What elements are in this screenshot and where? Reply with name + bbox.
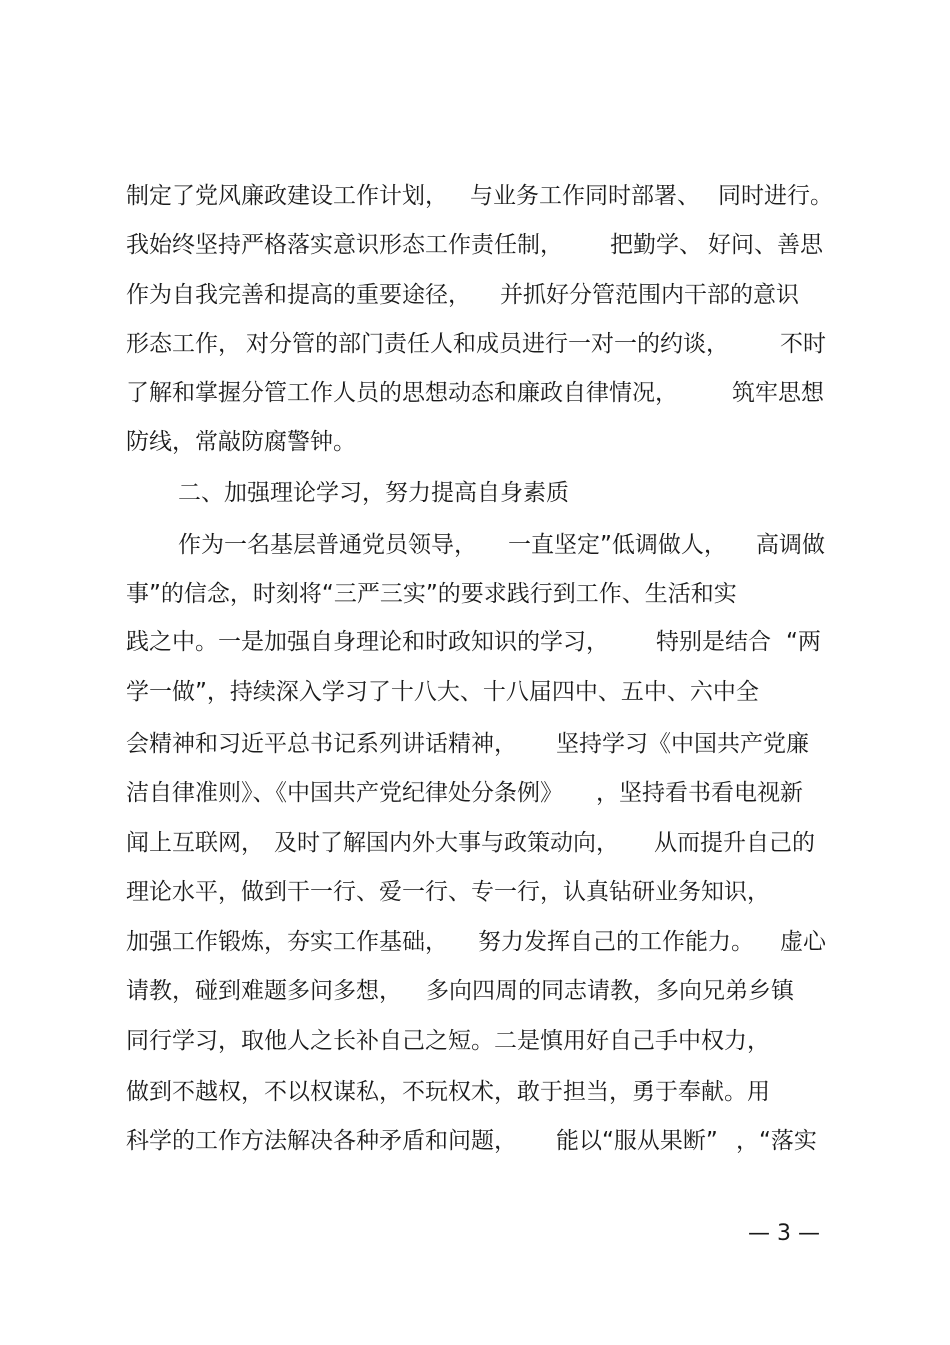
text-line-19 [0, 1072, 950, 1112]
text-line-16 [0, 922, 950, 962]
text-segment: 同时进行。 [718, 183, 833, 209]
text-line-8 [0, 525, 950, 565]
text-segment: 把勤学、 [610, 232, 702, 258]
text-line-6 [0, 422, 950, 462]
text-line-2 [0, 225, 950, 265]
text-line-11 [0, 672, 950, 712]
text-segment: 请教，碰到难题多问多想， [126, 978, 402, 1004]
text-segment: 一直坚定”低调做人， [508, 532, 727, 558]
text-segment: 与业务工作同时部署、 [470, 183, 700, 209]
text-segment: 多向四周的同志请教，多向兄弟乡镇 [426, 978, 794, 1004]
text-line-4 [0, 324, 950, 364]
text-segment: 加强工作锻炼，夯实工作基础， [126, 929, 448, 955]
text-line-9 [0, 574, 950, 614]
text-segment: 同行学习，取他人之长补自己之短。二是慎用好自己手中权力， [126, 1028, 770, 1054]
text-segment: 努力发挥自己的工作能力。 [478, 929, 754, 955]
text-segment: 闻上互联网， [126, 830, 264, 856]
text-segment: 科学的工作方法解决各种矛盾和问题， [126, 1128, 517, 1154]
text-segment: 践之中。一是加强自身理论和时政知识的学习， [126, 629, 609, 655]
text-segment: 筑牢思想 [732, 380, 824, 406]
text-segment: “两 [786, 629, 821, 655]
text-segment: 并抓好分管范围内干部的意识 [500, 282, 799, 308]
text-segment: 作为自我完善和提高的重要途径， [126, 282, 471, 308]
text-segment: 能以“服从果断” [556, 1128, 718, 1154]
text-line-10 [0, 622, 950, 662]
text-line-18 [0, 1021, 950, 1061]
text-line-17 [0, 971, 950, 1011]
text-segment: ，“落实 [736, 1128, 817, 1154]
section-heading [0, 473, 950, 513]
text-segment: 不时 [780, 331, 826, 357]
text-segment: 理论水平，做到干一行、爱一行、专一行，认真钻研业务知识， [126, 879, 770, 905]
text-line-13 [0, 773, 950, 813]
text-segment: 及时了解国内外大事与政策动向， [274, 830, 619, 856]
text-segment: 我始终坚持严格落实意识形态工作责任制， [126, 232, 563, 258]
text-segment: 做到不越权，不以权谋私，不玩权术，敢于担当，勇于奉献。用 [126, 1079, 770, 1105]
text-line-12 [0, 724, 950, 764]
text-line-14 [0, 823, 950, 863]
text-segment: 特别是结合 [656, 629, 771, 655]
text-line-1 [0, 176, 950, 216]
text-segment: 坚持学习《中国共产党廉 [556, 731, 809, 757]
text-segment: 形态工作， [126, 331, 241, 357]
text-line-20 [0, 1121, 950, 1161]
text-segment: 制定了党风廉政建设工作计划， [126, 183, 448, 209]
text-segment: 作为一名基层普通党员领导， [178, 532, 477, 558]
text-segment: 好问、善思 [708, 232, 823, 258]
text-segment: 事”的信念，时刻将“三严三实”的要求践行到工作、生活和实 [126, 581, 737, 607]
text-segment: 虚心 [780, 929, 826, 955]
text-segment: 会精神和习近平总书记系列讲话精神， [126, 731, 517, 757]
page-number: — 3 — [748, 1221, 820, 1246]
text-segment: ，坚持看书看电视新 [596, 780, 803, 806]
text-segment: 防线，常敲防腐警钟。 [126, 429, 356, 455]
text-segment: 学一做”，持续深入学习了十八大、十八届四中、五中、六中全 [126, 679, 759, 705]
text-segment: 了解和掌握分管工作人员的思想动态和廉政自律情况， [126, 380, 678, 406]
text-segment: 高调做 [756, 532, 825, 558]
text-line-15 [0, 872, 950, 912]
text-line-5 [0, 373, 950, 413]
text-segment: 对分管的部门责任人和成员进行一对一的约谈， [246, 331, 729, 357]
text-line-3 [0, 275, 950, 315]
text-segment: 二、加强理论学习，努力提高自身素质 [178, 480, 569, 506]
text-segment: 洁自律准则》、《中国共产党纪律处分条例》 [126, 780, 563, 806]
text-segment: 从而提升自己的 [654, 830, 815, 856]
